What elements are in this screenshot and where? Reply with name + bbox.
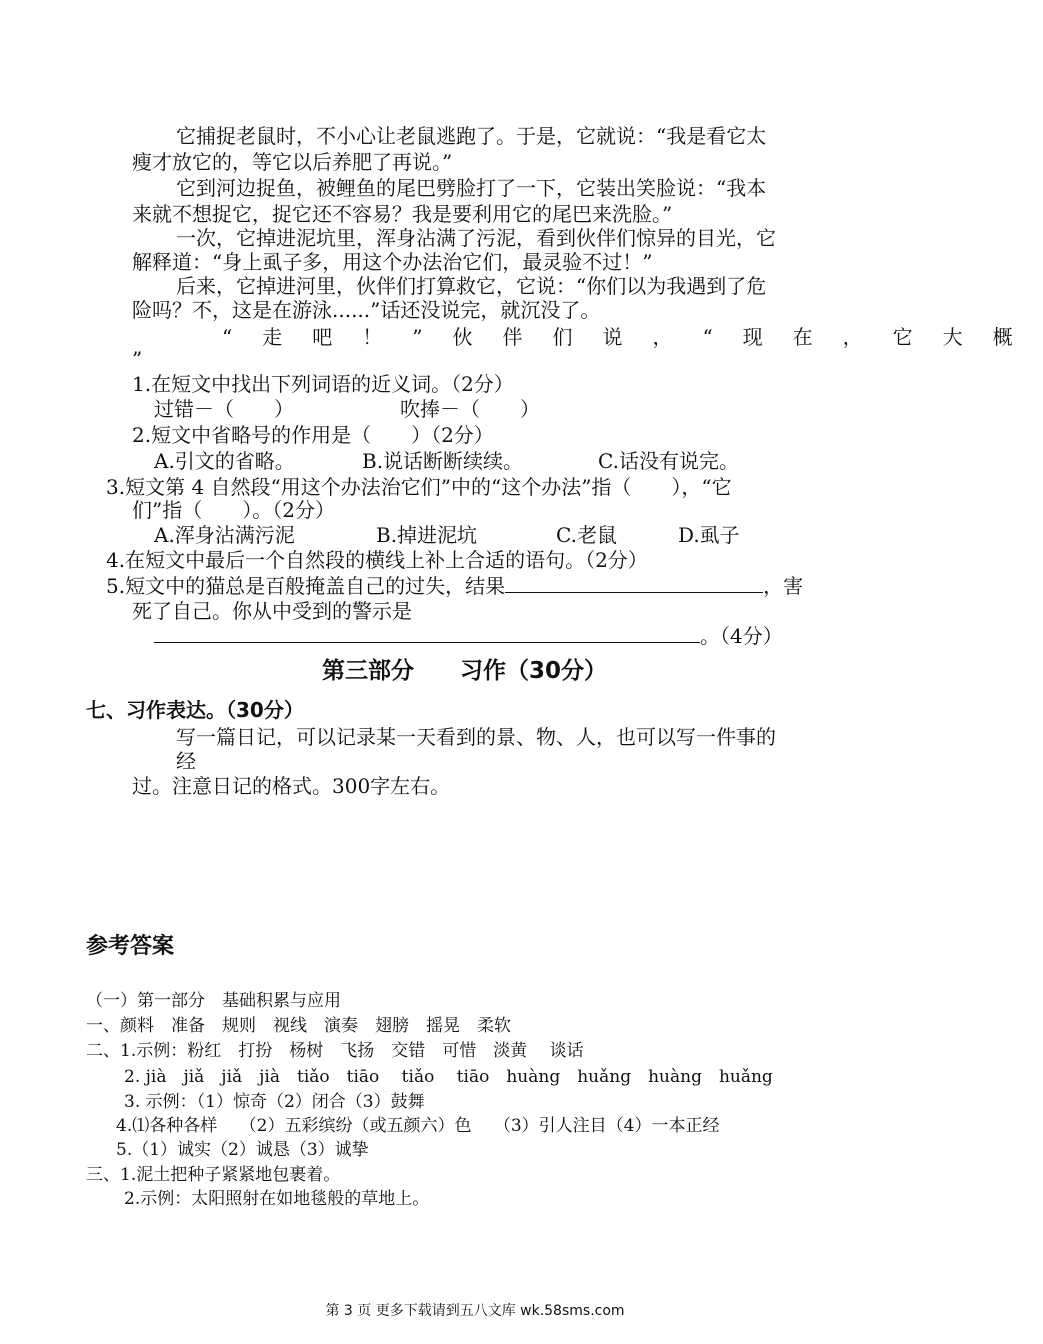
passage-p5b: ” — [132, 347, 143, 371]
question-2-option-c: C.话没有说完。 — [598, 449, 739, 473]
question-1-b: 吹捧－（ ） — [400, 397, 540, 421]
essay-instructions-line1: 写一篇日记，可以记录某一天看到的景、物、人，也可以写一件事的 — [176, 725, 776, 749]
question-3-line1: 3.短文第 4 自然段“用这个办法治它们”中的“这个办法”指（ ），“它 — [106, 475, 732, 499]
answers-title: 参考答案 — [86, 934, 175, 959]
answer-line: （一）第一部分 基础积累与应用 — [86, 991, 341, 1011]
question-4: 4.在短文中最后一个自然段的横线上补上合适的语句。（2分） — [106, 548, 648, 572]
essay-instructions-line3: 过。注意日记的格式。300字左右。 — [132, 774, 451, 798]
question-3-option-b: B.掉进泥坑 — [376, 523, 478, 547]
passage-p3b: 解释道：“身上虱子多，用这个办法治它们，最灵验不过！” — [132, 250, 653, 274]
page-footer: 第 3 页 更多下载请到五八文库 wk.58sms.com — [325, 1303, 625, 1319]
question-5-line1 — [106, 573, 803, 599]
section-heading: 七、习作表达。（30分） — [86, 698, 304, 722]
question-3-option-d: D.虱子 — [678, 523, 740, 547]
answer-blank[interactable] — [154, 624, 700, 643]
passage-p2b: 来就不想捉它，捉它还不容易？我是要利用它的尾巴来洗脸。” — [132, 202, 673, 226]
answer-line: 5.（1）诚实（2）诚恳（3）诚挚 — [116, 1140, 369, 1160]
question-2-option-b: B.说话断断续续。 — [362, 449, 524, 473]
question-1-a: 过错－（ ） — [154, 397, 294, 421]
question-5-text: 5.短文中的猫总是百般掩盖自己的过失，结果 — [106, 574, 506, 598]
question-5-line3 — [154, 623, 783, 649]
answer-line: 2.示例：太阳照射在如地毯般的草地上。 — [124, 1189, 430, 1209]
passage-p3a: 一次，它掉进泥坑里，浑身沾满了污泥，看到伙伴们惊异的目光，它 — [176, 226, 776, 250]
question-3-option-a: A.浑身沾满污泥 — [154, 523, 295, 547]
section-title: 第三部分 习作（30分） — [322, 658, 608, 684]
answer-line: 2. jià jiǎ jiǎ jià tiǎo tiāo tiǎo tiāo huàng huǎng huàng huǎng — [124, 1067, 773, 1087]
answer-line: 3. 示例：（1）惊奇（2）闭合（3）鼓舞 — [124, 1092, 425, 1112]
answer-line: 三、1.泥土把种子紧紧地包裹着。 — [86, 1165, 341, 1185]
question-5-text-end: ，害 — [763, 574, 804, 598]
question-3-line2: 们”指（ ）。（2分） — [132, 498, 335, 522]
question-5-line2: 死了自己。你从中受到的警示是 — [132, 599, 412, 623]
passage-p5a: “走吧！”伙伴们说，“现在，它大概 — [222, 325, 1043, 349]
answer-line: 4.⑴各种各样 （2）五彩缤纷（或五颜六）色 （3）引人注目（4）一本正经 — [116, 1116, 720, 1136]
question-2-option-a: A.引文的省略。 — [154, 449, 295, 473]
question-3-option-c: C.老鼠 — [556, 523, 617, 547]
answer-line: 一、颜料 准备 规则 视线 演奏 翅膀 摇晃 柔软 — [86, 1016, 511, 1036]
passage-p1a: 它捕捉老鼠时，不小心让老鼠逃跑了。于是，它就说：“我是看它太 — [176, 124, 767, 148]
passage-p4a: 后来，它掉进河里，伙伴们打算救它，它说：“你们以为我遇到了危 — [176, 274, 767, 298]
passage-p4b: 险吗？不，这是在游泳......”话还没说完，就沉没了。 — [132, 298, 601, 322]
passage-p2a: 它到河边捉鱼，被鲤鱼的尾巴劈脸打了一下，它装出笑脸说：“我本 — [176, 176, 767, 200]
question-5-score: 。（4分） — [700, 624, 783, 648]
essay-instructions-line2: 经 — [176, 749, 196, 773]
answer-line: 二、1.示例：粉红 打扮 杨树 飞扬 交错 可惜 淡黄 谈话 — [86, 1041, 584, 1061]
passage-p1b: 瘦才放它的，等它以后养肥了再说。” — [132, 150, 453, 174]
question-2: 2.短文中省略号的作用是（ ）（2分） — [132, 423, 494, 447]
question-1: 1.在短文中找出下列词语的近义词。（2分） — [132, 372, 514, 396]
answer-blank[interactable] — [505, 574, 763, 593]
